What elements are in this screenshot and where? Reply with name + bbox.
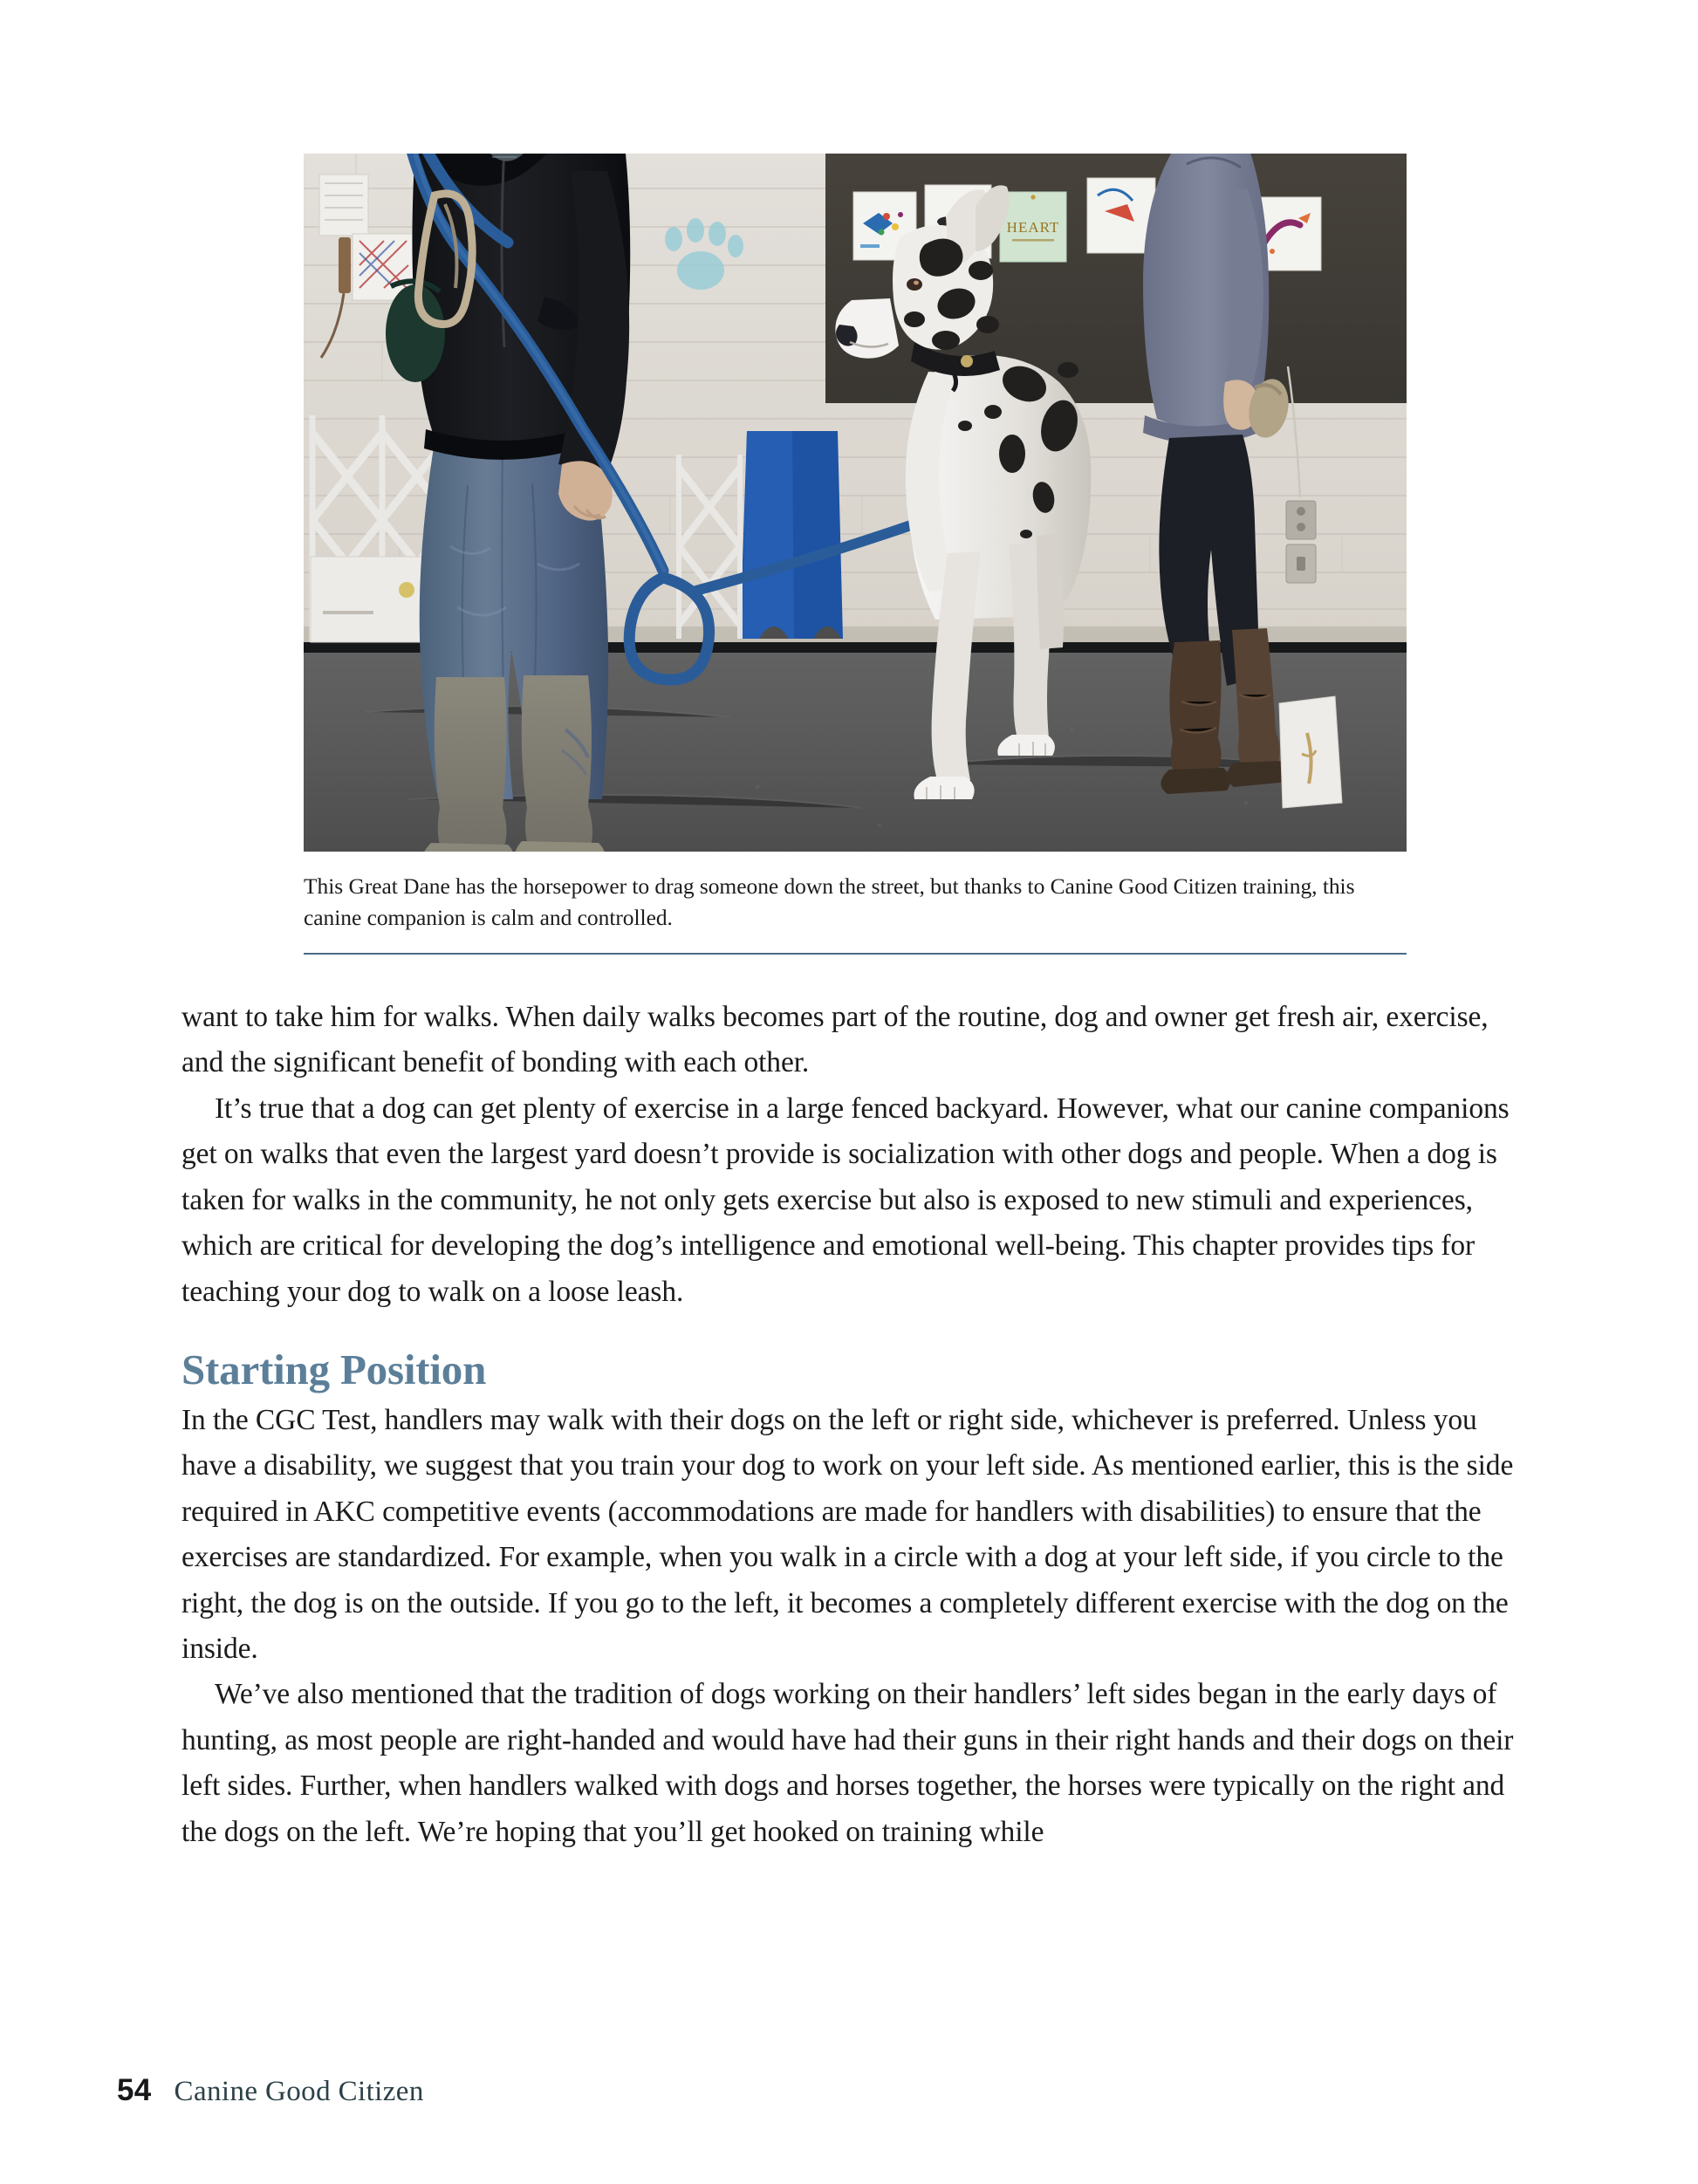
paragraph-exercise-socialization: It’s true that a dog can get plenty of exercise in a large fenced backyard. However, what our canine companions get on walks that even the largest yard doesn’t provide is socialization with other dogs and people. When a dog is taken for walks in the community, he not only gets exercise but also is exposed to new stimuli and experiences, which are critical for developing the dog’s intelligence and emotional well-being. This chapter provides tips for teaching your dog to walk on a loose leash. [181,1092,1510,1308]
figure-caption: This Great Dane has the horsepower to drag someone down the street, but thanks to Canine Good Citizen training, this canine companion is calm and controlled. [304,873,1355,931]
page-number: 54 [117,2073,152,2107]
great-dane-photo [304,154,1407,852]
page-footer [117,2073,424,2108]
paragraph-continuation: want to take him for walks. When daily walks becomes part of the routine, dog and owner get fresh air, exercise, and the significant benefit of bonding with each other. [181,1001,1489,1079]
figure-divider-rule [304,953,1407,955]
paragraph-cgc-test-sides: In the CGC Test, handlers may walk with their dogs on the left or right side, whichever is preferred. Unless you have a disability, we suggest that you train your dog to work on your left side. As mentioned earlier, this is the side required in AKC competitive events (accommodations are made for handlers with disabilities) to ensure that the exercises are standardized. For example, when you walk in a circle with a dog at your left side, if you circle to the right, the dog is on the outside. If you go to the left, it becomes a completely different exercise with the dog on the inside. [181,1403,1514,1665]
section-heading-starting-position: Starting Position [181,1345,487,1393]
running-title: Canine Good Citizen [174,2076,424,2107]
paragraph-hunting-tradition: We’ve also mentioned that the tradition of dogs working on their handlers’ left sides began in the early days of hunting, as most people are right-handed and would have had their guns in their right hands and their dogs on their left sides. Further, when handlers walked with dogs and horses together, the horses were typically on the right and the dogs on the left. We’re hoping that you’ll get hooked on training while [181,1678,1514,1848]
figure-block [304,154,1407,955]
svg-text:HEART: HEART [1006,219,1060,236]
body-text-column [181,995,1530,1855]
